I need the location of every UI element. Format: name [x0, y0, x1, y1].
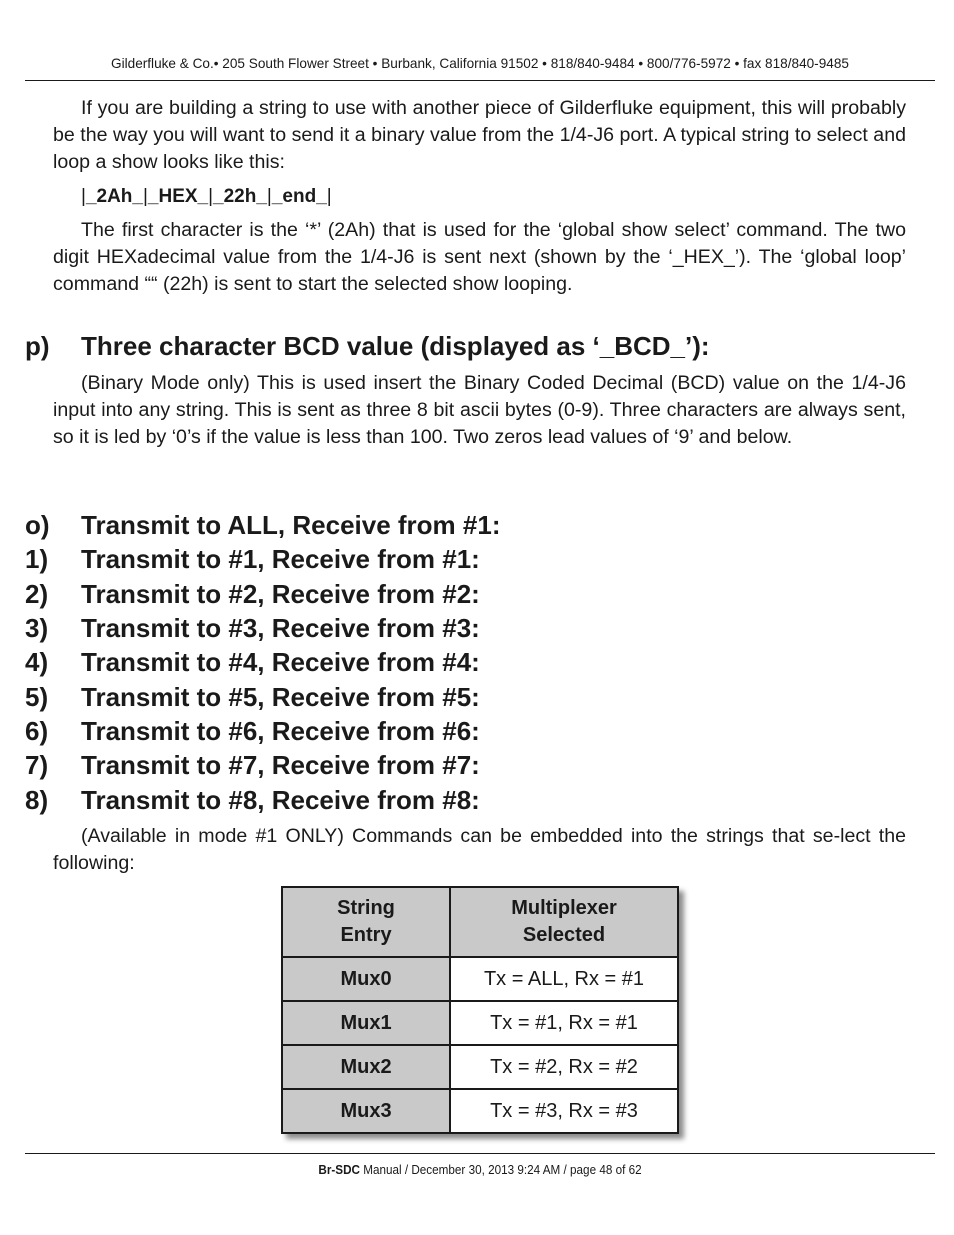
mux-heading-label: 3)	[25, 613, 49, 643]
footer-product: Br-SDC	[318, 1162, 360, 1177]
header-line: Selected	[522, 924, 606, 946]
mux-heading-title: Transmit to #3, Receive from #3:	[81, 613, 480, 643]
multiplexer-cell: Tx = #3, Rx = #3	[450, 1089, 678, 1133]
mux-heading-label: 5)	[25, 682, 49, 712]
column-header-multiplexer-selected	[450, 887, 678, 957]
multiplexer-cell: Tx = #1, Rx = #1	[450, 1001, 678, 1045]
mux-paragraph: (Available in mode #1 ONLY) Commands can be embedded into the strings that se-lect the following:	[53, 825, 906, 874]
example-string: |_2Ah_|_HEX_|_22h_|_end_|	[81, 186, 332, 207]
table-row	[282, 1089, 678, 1133]
section-label: p)	[25, 331, 50, 361]
footer-details: Manual / December 30, 2013 9:24 AM / page 48 of 62	[359, 1162, 642, 1177]
mux-heading-label: 7)	[25, 750, 49, 780]
multiplexer-cell: Tx = #2, Rx = #2	[450, 1045, 678, 1089]
multiplexer-cell: Tx = ALL, Rx = #1	[450, 957, 678, 1001]
mux-heading-title: Transmit to #7, Receive from #7:	[81, 750, 480, 780]
mux-heading-label: 2)	[25, 579, 49, 609]
mux-heading-label: o)	[25, 510, 50, 540]
mux-heading-title: Transmit to ALL, Receive from #1:	[81, 510, 501, 540]
page-footer	[71, 1162, 890, 1177]
intro-paragraph: If you are building a string to use with another piece of Gilderfluke equipment, this will probably be the way you will want to send it a binary value from the 1/4-J6 port. A typical string to select and loop a show looks like this:	[53, 97, 906, 173]
string-entry-cell: Mux0	[282, 957, 450, 1001]
header-line: String	[337, 897, 395, 919]
string-entry-cell: Mux3	[282, 1089, 450, 1133]
header-line: Entry	[340, 924, 392, 946]
string-entry-cell: Mux1	[282, 1001, 450, 1045]
explanation-paragraph: The first character is the ‘*’ (2Ah) that is used for the ‘global show select’ command. The two digit HEXadecimal value from the 1/4-J6 is sent next (shown by the ‘_HEX_’). The ‘global loop’ command ““ (22h) is sent to start the selected show looping.	[53, 219, 906, 295]
table-row	[282, 957, 678, 1001]
mux-heading-label: 1)	[25, 544, 49, 574]
header-divider	[25, 80, 935, 81]
mux-heading-title: Transmit to #1, Receive from #1:	[81, 544, 480, 574]
table-row	[282, 1045, 678, 1089]
mux-heading-label: 4)	[25, 647, 49, 677]
page-header: Gilderfluke & Co.• 205 South Flower Street • Burbank, California 91502 • 818/840-9484 • 800/776-5972 • fax 818/840-9485	[111, 56, 849, 71]
footer-divider	[25, 1153, 935, 1154]
table-header-row	[282, 887, 678, 957]
mux-heading-label: 6)	[25, 716, 49, 746]
mux-heading-title: Transmit to #5, Receive from #5:	[81, 682, 480, 712]
mux-heading-title: Transmit to #8, Receive from #8:	[81, 785, 480, 815]
mux-heading-title: Transmit to #6, Receive from #6:	[81, 716, 480, 746]
table-row	[282, 1001, 678, 1045]
mux-heading-label: 8)	[25, 785, 49, 815]
multiplexer-table	[281, 886, 679, 1134]
mux-heading-title: Transmit to #4, Receive from #4:	[81, 647, 480, 677]
mux-heading-title: Transmit to #2, Receive from #2:	[81, 579, 480, 609]
string-entry-cell: Mux2	[282, 1045, 450, 1089]
header-line: Multiplexer	[511, 897, 617, 919]
section-title: Three character BCD value (displayed as ‘_BCD_’):	[81, 331, 710, 361]
bcd-paragraph: (Binary Mode only) This is used insert the Binary Coded Decimal (BCD) value on the 1/4-J6 input into any string. This is sent as three 8 bit ascii bytes (0-9). Three characters are always sent, so it is led by ‘0’s if the value is less than 100. Two zeros lead values of ‘9’ and below.	[53, 372, 906, 448]
column-header-string-entry	[282, 887, 450, 957]
